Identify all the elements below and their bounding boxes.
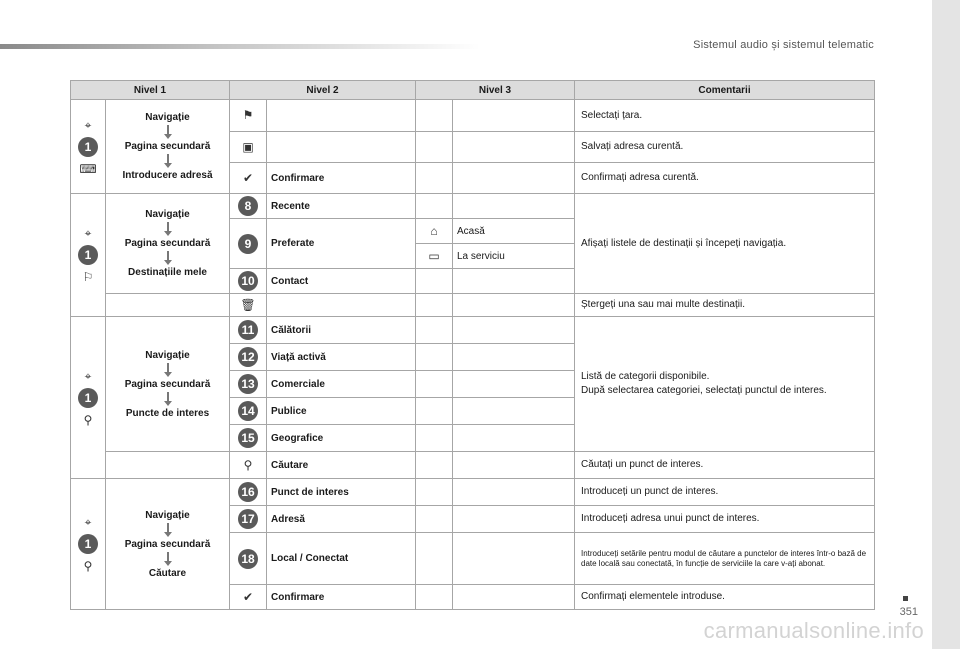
header-nivel-2: Nivel 2 — [230, 81, 416, 100]
step-badge: 12 — [238, 347, 258, 367]
header-nivel-3: Nivel 3 — [416, 81, 575, 100]
arrow-down-icon — [167, 125, 169, 135]
flow-step: Navigație — [145, 112, 190, 123]
table-row — [71, 100, 875, 132]
level1-flow-cell — [106, 317, 230, 452]
home-icon[interactable]: ⌂ — [416, 219, 453, 244]
navigation-arrow-icon: ⌖ — [84, 226, 92, 240]
step-badge: 15 — [238, 428, 258, 448]
level1-flow-cell — [106, 194, 230, 294]
country-flag-icon[interactable]: ⚑ — [230, 100, 267, 132]
comment-cell: Afișați listele de destinații și începeți navigația. — [575, 194, 875, 294]
flow-step: Navigație — [145, 509, 190, 521]
save-disk-icon[interactable]: ▣ — [230, 132, 267, 163]
arrow-down-icon — [167, 523, 169, 533]
confirm-label: Confirmare — [267, 585, 416, 610]
flow-step: Pagina secundară — [124, 141, 211, 152]
step-badge: 10 — [238, 271, 258, 291]
step-badge: 14 — [238, 401, 258, 421]
flow-step: Introducere adresă — [122, 170, 213, 181]
arrow-down-icon — [167, 222, 169, 232]
level1-icons-cell — [71, 194, 106, 317]
comment-cell: Confirmați elementele introduse. — [575, 585, 875, 610]
level1-icons-cell — [71, 479, 106, 610]
step-badge: 1 — [78, 534, 98, 554]
table-row — [71, 294, 875, 317]
flow-step: Pagina secundară — [124, 378, 211, 390]
page-edge-strip — [932, 0, 960, 649]
comment-cell: Căutați un punct de interes. — [575, 452, 875, 479]
flow-step: Pagina secundară — [124, 538, 211, 550]
step-badge: 17 — [238, 509, 258, 529]
step-badge: 1 — [78, 137, 98, 157]
arrow-down-icon — [167, 552, 169, 562]
category-label[interactable]: Călătorii — [267, 317, 416, 344]
step-badge: 8 — [238, 196, 258, 216]
page-number: 351 — [899, 606, 918, 618]
header-comentarii: Comentarii — [575, 81, 875, 100]
trash-icon[interactable]: 🗑︎ — [230, 294, 267, 317]
category-label[interactable]: Comerciale — [267, 371, 416, 398]
step-badge: 16 — [238, 482, 258, 502]
table-header-row — [71, 81, 875, 100]
watermark-text: carmanualsonline.info — [703, 618, 924, 643]
arrow-down-icon — [167, 251, 169, 261]
local-connected-label[interactable]: Local / Conectat — [267, 533, 416, 585]
page-corner-mark — [903, 596, 908, 601]
check-icon[interactable]: ✔ — [230, 163, 267, 194]
home-label[interactable]: Acasă — [453, 219, 575, 244]
step-badge: 13 — [238, 374, 258, 394]
step-badge: 18 — [238, 549, 258, 569]
search-icon[interactable]: ⚲ — [230, 452, 267, 479]
arrow-down-icon — [167, 154, 169, 164]
step-badge: 1 — [78, 245, 98, 265]
category-label[interactable]: Publice — [267, 398, 416, 425]
comment-cell: Selectați țara. — [575, 100, 875, 132]
confirm-label: Confirmare — [267, 163, 416, 194]
flow-step: Puncte de interes — [125, 407, 210, 419]
poi-label[interactable]: Punct de interes — [267, 479, 416, 506]
flow-step: Pagina secundară — [124, 238, 211, 249]
contact-label[interactable]: Contact — [267, 269, 416, 294]
finish-flag-icon: ⚐ — [82, 270, 94, 284]
comment-cell: Confirmați adresa curentă. — [575, 163, 875, 194]
level1-flow-cell — [106, 100, 230, 194]
poi-pin-icon: ⚲ — [83, 412, 93, 427]
navigation-arrow-icon: ⌖ — [84, 515, 92, 529]
comment-cell: Introduceți un punct de interes. — [575, 479, 875, 506]
page-header-title: Sistemul audio și sistemul telematic — [693, 39, 874, 51]
comment-line: Listă de categorii disponibile. — [581, 371, 710, 382]
table-row — [71, 452, 875, 479]
briefcase-icon[interactable]: ▭ — [416, 244, 453, 269]
flow-step: Navigație — [145, 209, 190, 220]
arrow-down-icon — [167, 363, 169, 373]
search-abc-icon: ⚲ — [83, 559, 93, 573]
work-label[interactable]: La serviciu — [453, 244, 575, 269]
step-badge: 9 — [238, 234, 258, 254]
recent-label[interactable]: Recente — [267, 194, 416, 219]
comment-cell: Ștergeți una sau mai multe destinații. — [575, 294, 875, 317]
favorites-label[interactable]: Preferate — [267, 219, 416, 269]
comment-cell: Introduceți setările pentru modul de căutare a punctelor de interes într-o bază de date locală sau conectată, în funcție de serviciile la care v-ați abonat. — [575, 533, 875, 585]
flow-step: Destinațiile mele — [128, 267, 207, 278]
check-icon[interactable]: ✔ — [230, 585, 267, 610]
search-label[interactable]: Căutare — [267, 452, 416, 479]
comment-line: După selectarea categoriei, selectați punctul de interes. — [581, 385, 827, 396]
address-label[interactable]: Adresă — [267, 506, 416, 533]
arrow-down-icon — [167, 392, 169, 402]
navigation-menu-table — [70, 80, 875, 610]
table-row — [71, 317, 875, 344]
navigation-arrow-icon: ⌖ — [84, 368, 92, 383]
flow-step: Căutare — [148, 567, 187, 579]
level1-flow-cell — [106, 479, 230, 610]
keyboard-icon: ⌨ — [79, 161, 97, 176]
comment-cell — [575, 317, 875, 452]
category-label[interactable]: Viață activă — [267, 344, 416, 371]
flow-step: Navigație — [145, 349, 190, 361]
header-gradient-bar — [0, 44, 480, 49]
category-label[interactable]: Geografice — [267, 425, 416, 452]
comment-cell: Introduceți adresa unui punct de interes. — [575, 506, 875, 533]
table-row — [71, 194, 875, 219]
navigation-arrow-icon: ⌖ — [84, 117, 92, 132]
table-row — [71, 479, 875, 506]
level1-icons-cell — [71, 100, 106, 194]
header-nivel-1: Nivel 1 — [71, 81, 230, 100]
step-badge: 11 — [238, 320, 258, 340]
level1-icons-cell — [71, 317, 106, 479]
step-badge: 1 — [78, 388, 98, 408]
comment-cell: Salvați adresa curentă. — [575, 132, 875, 163]
